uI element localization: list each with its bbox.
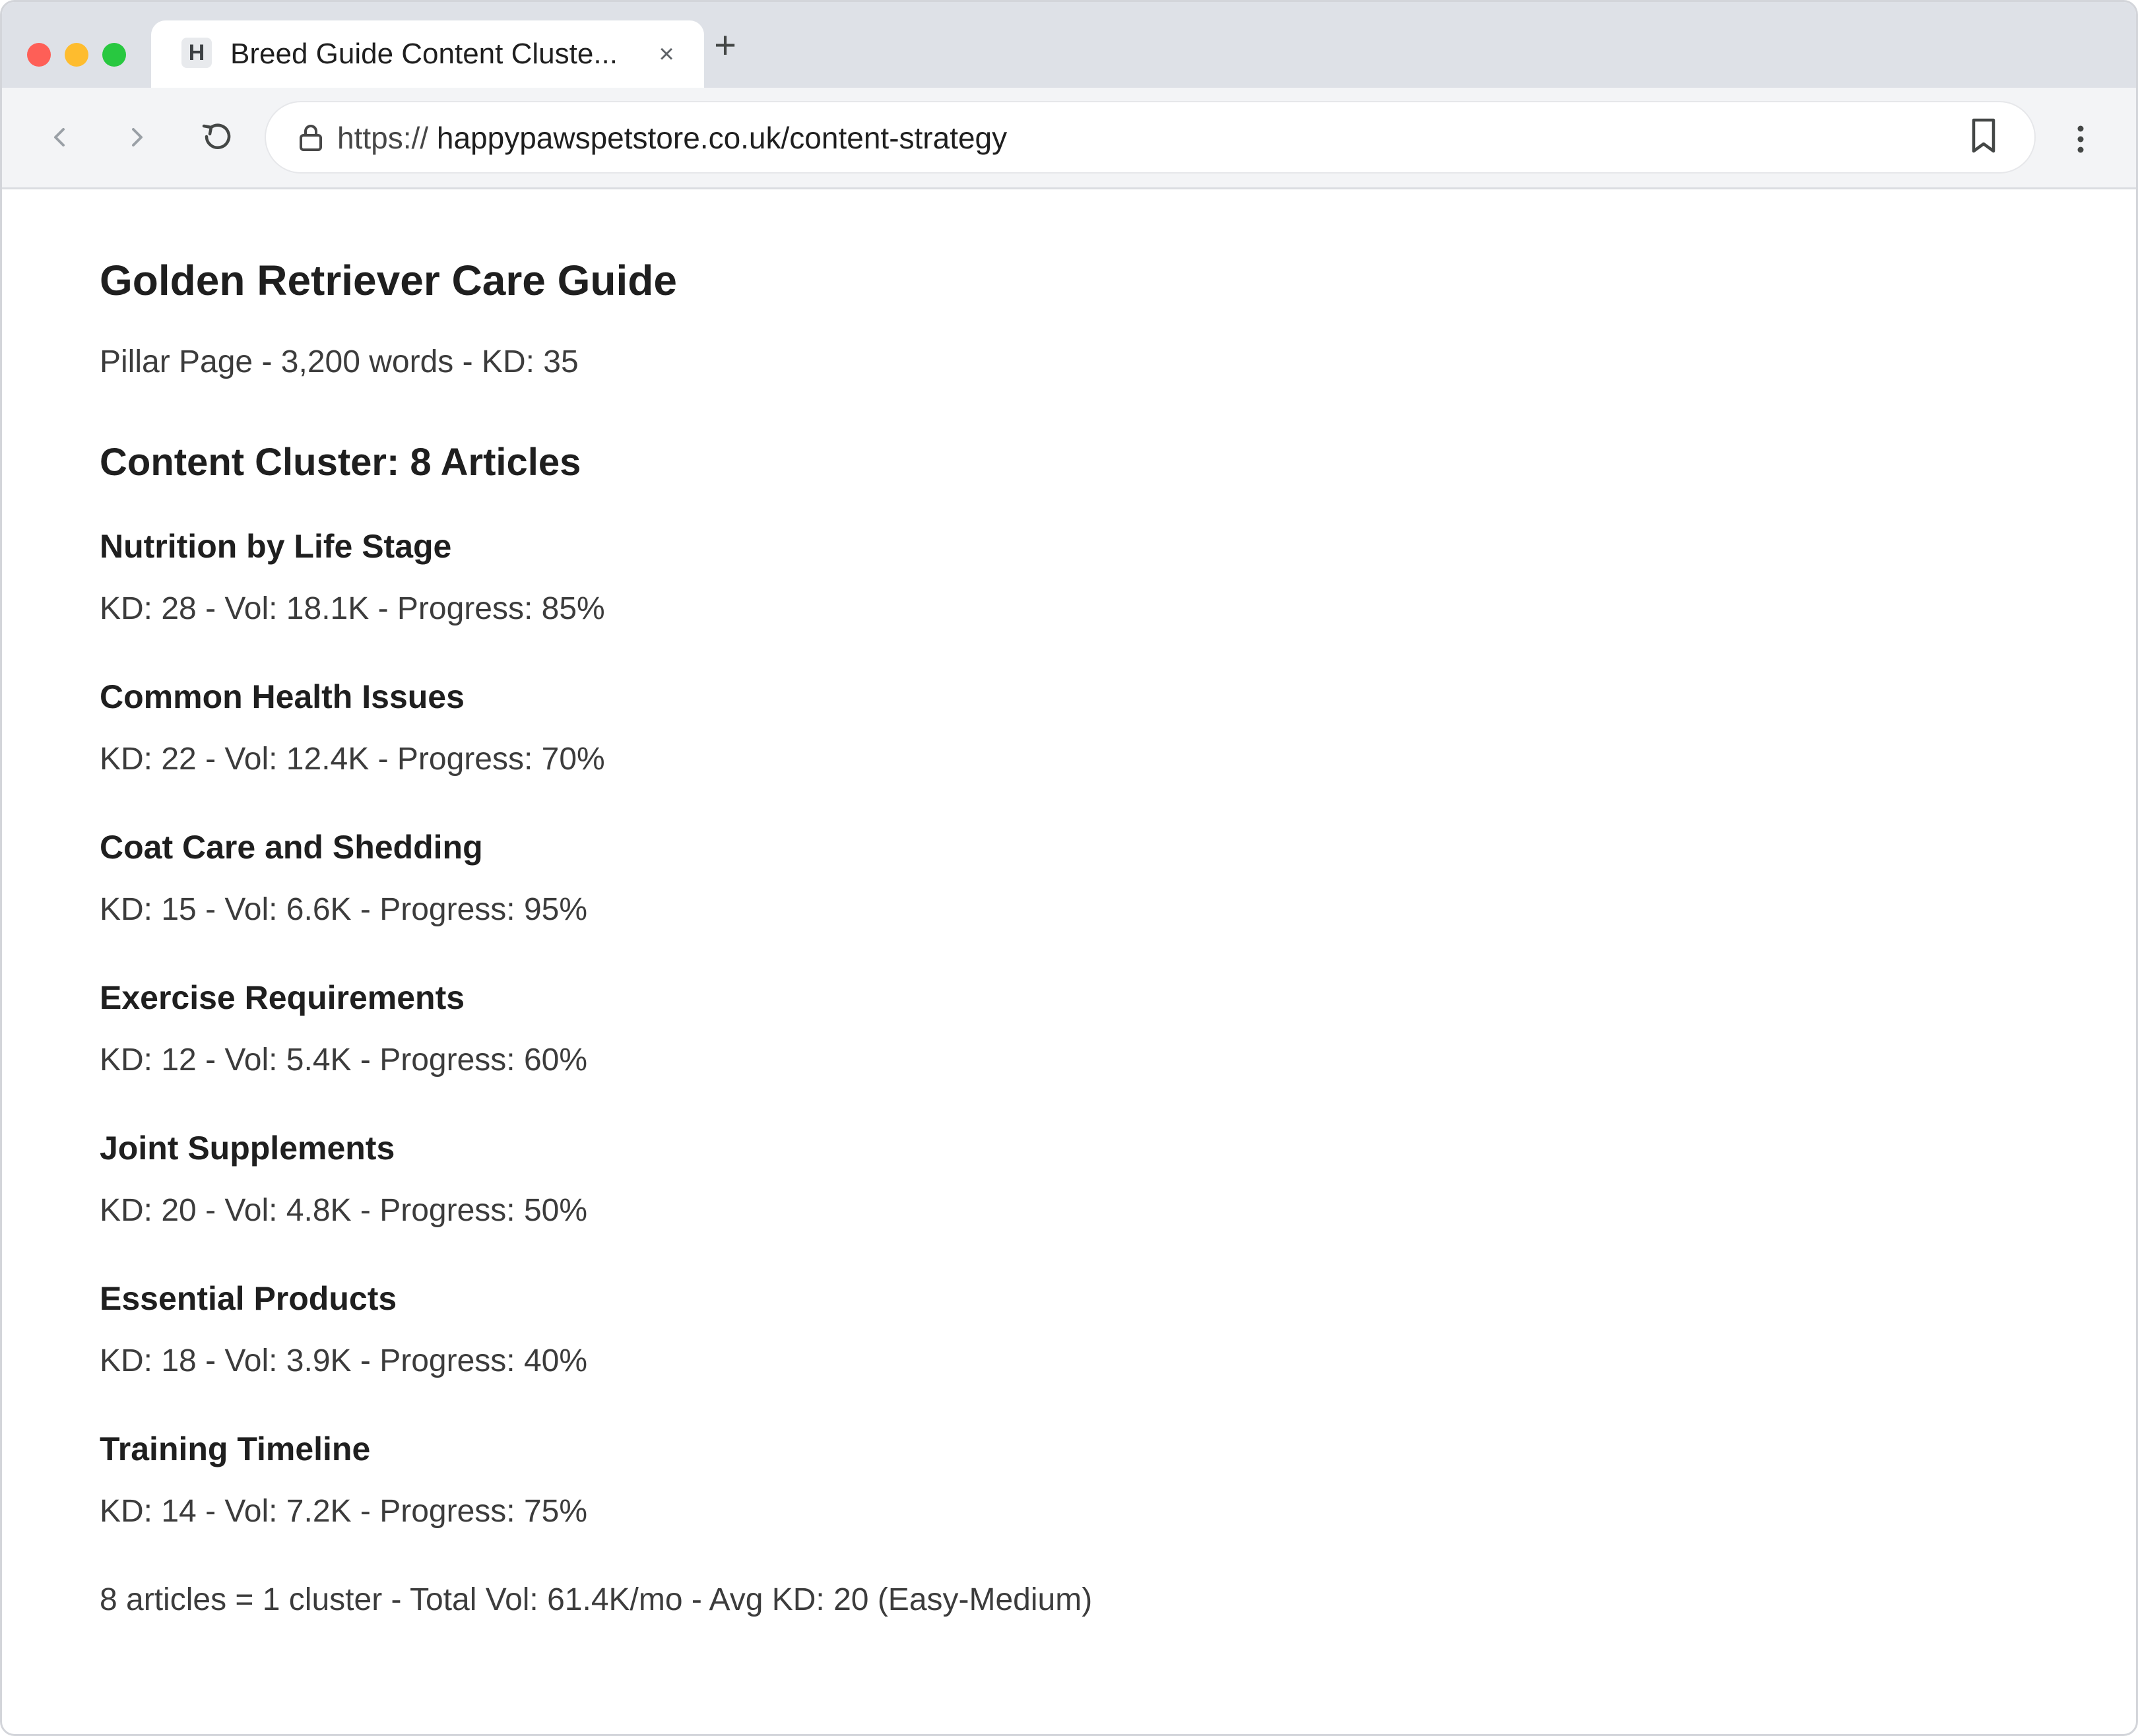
article-meta: KD: 14 - Vol: 7.2K - Progress: 75% bbox=[100, 1494, 588, 1529]
article-meta: KD: 22 - Vol: 12.4K - Progress: 70% bbox=[100, 742, 605, 777]
article-item bbox=[100, 676, 1419, 808]
article-meta: KD: 18 - Vol: 3.9K - Progress: 40% bbox=[100, 1343, 588, 1378]
window-zoom-button[interactable] bbox=[102, 43, 126, 67]
window-minimize-button[interactable] bbox=[65, 43, 88, 67]
article-item bbox=[100, 1128, 1419, 1260]
browser-tab-active[interactable] bbox=[151, 20, 704, 89]
article-title: Nutrition by Life Stage bbox=[100, 528, 452, 565]
lock-icon bbox=[298, 123, 324, 152]
article-item bbox=[100, 827, 1419, 959]
cluster-heading: Content Cluster: 8 Articles bbox=[100, 441, 581, 484]
tab-strip bbox=[2, 2, 2136, 88]
back-arrow-icon bbox=[36, 114, 82, 160]
url-text[interactable] bbox=[337, 119, 1007, 156]
article-title: Common Health Issues bbox=[100, 678, 465, 715]
reload-button[interactable] bbox=[193, 114, 240, 160]
article-item bbox=[100, 1278, 1419, 1410]
article-item bbox=[100, 526, 1419, 658]
tab-title: Breed Guide Content Cluste... bbox=[230, 38, 618, 70]
article-meta: KD: 28 - Vol: 18.1K - Progress: 85% bbox=[100, 591, 605, 626]
article-meta: KD: 20 - Vol: 4.8K - Progress: 50% bbox=[100, 1193, 588, 1228]
article-item bbox=[100, 1429, 1419, 1560]
page-title: Golden Retriever Care Guide bbox=[100, 257, 677, 304]
tab-favicon-icon: H bbox=[181, 38, 212, 68]
bookmark-icon[interactable] bbox=[1968, 117, 1999, 155]
forward-arrow-icon bbox=[114, 114, 160, 160]
more-vert-icon[interactable] bbox=[2067, 119, 2094, 159]
forward-button[interactable] bbox=[114, 114, 160, 160]
url-host-path: happypawspetstore.co.uk/content-strategy bbox=[436, 121, 1008, 155]
window-close-button[interactable] bbox=[27, 43, 51, 67]
pillar-meta: Pillar Page - 3,200 words - KD: 35 bbox=[100, 344, 579, 379]
back-button[interactable] bbox=[36, 114, 82, 160]
article-item bbox=[100, 977, 1419, 1109]
url-scheme: https:// bbox=[337, 121, 429, 155]
reload-icon bbox=[193, 114, 240, 160]
article-title: Essential Products bbox=[100, 1280, 397, 1317]
cluster-summary: 8 articles = 1 cluster - Total Vol: 61.4K/mo - Avg KD: 20 (Easy-Medium) bbox=[100, 1582, 1093, 1617]
browser-toolbar bbox=[2, 88, 2136, 189]
article-title: Training Timeline bbox=[100, 1431, 371, 1467]
close-icon[interactable]: × bbox=[659, 40, 674, 69]
article-title: Joint Supplements bbox=[100, 1130, 395, 1167]
article-meta: KD: 15 - Vol: 6.6K - Progress: 95% bbox=[100, 892, 588, 927]
address-bar[interactable] bbox=[266, 102, 2034, 172]
article-title: Exercise Requirements bbox=[100, 979, 465, 1016]
article-title: Coat Care and Shedding bbox=[100, 829, 483, 866]
plus-icon[interactable]: + bbox=[714, 24, 736, 67]
article-meta: KD: 12 - Vol: 5.4K - Progress: 60% bbox=[100, 1043, 588, 1077]
